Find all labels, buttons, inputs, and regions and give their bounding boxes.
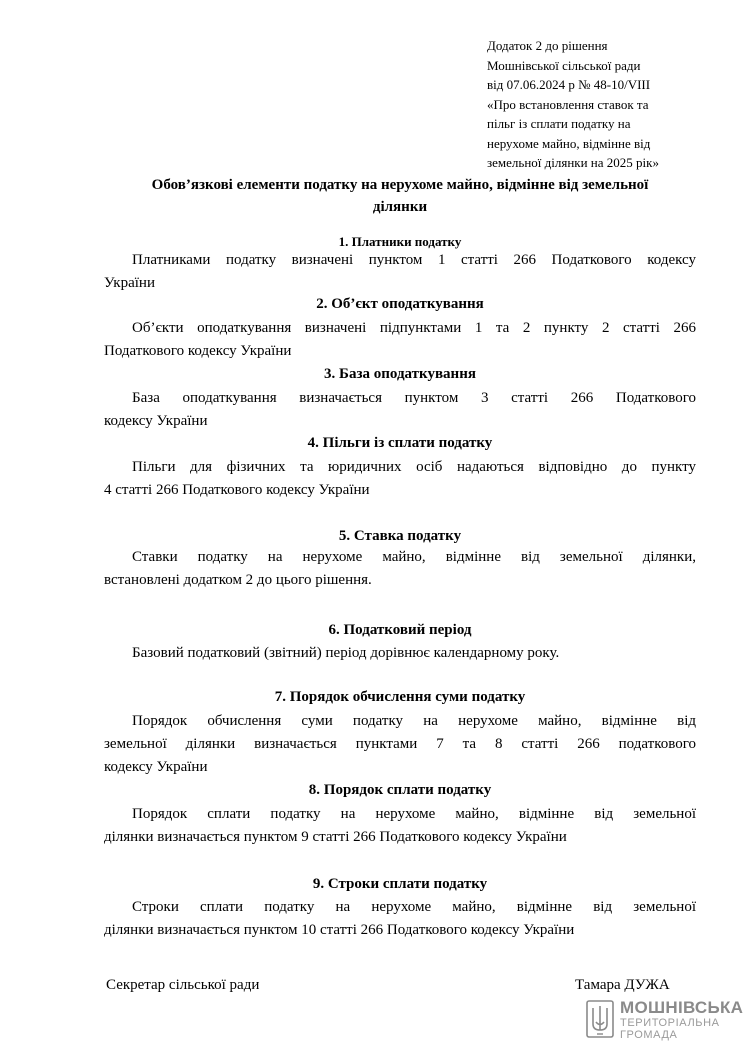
section-text [104, 387, 696, 433]
signature-name: Тамара ДУЖА [575, 977, 670, 993]
text-line: Базовий податковий (звітний) період дорівнює календарному року. [132, 645, 560, 661]
text-line: Строки сплати податку на нерухоме майно, відмінне від земельної [132, 899, 696, 915]
text-line: Платниками податку визначені пунктом 1 статті 266 Податкового кодексу [132, 252, 696, 268]
annex-line: нерухоме майно, відмінне від [487, 135, 651, 151]
section-heading: 9. Строки сплати податку [312, 876, 488, 892]
section-heading: 1. Платники податку [338, 234, 462, 249]
text-line: земельної ділянки визначається пунктами 7 та 8 статті 266 податкового [104, 736, 696, 752]
section-heading: 7. Порядок обчислення суми податку [274, 689, 526, 705]
section-text [104, 710, 696, 779]
text-line: 4 статті 266 Податкового кодексу України [104, 482, 370, 498]
signature-position: Секретар сільської ради [106, 977, 260, 993]
document-title-line: Обов’язкові елементи податку на нерухоме майно, відмінне від земельної [151, 177, 649, 193]
annex-line: від 07.06.2024 р № 48-10/VIII [487, 77, 651, 92]
section-text [104, 803, 696, 849]
annex-line: «Про встановлення ставок та [487, 96, 649, 112]
annex-block [487, 36, 727, 173]
text-line: ділянки визначається пунктом 10 статті 266 Податкового кодексу України [104, 922, 575, 938]
document-title [104, 174, 696, 218]
annex-line: пільг із сплати податку на [487, 116, 631, 131]
document-title-line: ділянки [372, 199, 428, 215]
text-line: Пільги для фізичних та юридичних осіб надаються відповідно до пункту [132, 459, 696, 475]
section-text [104, 456, 696, 502]
text-line: ділянки визначається пунктом 9 статті 266 Податкового кодексу України [104, 829, 567, 845]
text-line: Податкового кодексу України [104, 343, 292, 359]
text-line: Ставки податку на нерухоме майно, відмінне від земельної ділянки, [132, 549, 696, 565]
section-text [104, 896, 696, 942]
section-heading: 6. Податковий період [328, 622, 472, 638]
section-heading: 8. Порядок сплати податку [308, 782, 492, 798]
logo-title: МОШНІВСЬКА [620, 998, 744, 1017]
logo-subtitle: ТЕРИТОРІАЛЬНА [620, 1017, 720, 1029]
text-line: База оподаткування визначається пунктом 3 статті 266 Податкового [132, 390, 696, 406]
section-text [104, 317, 696, 363]
text-line: Об’єкти оподаткування визначені підпунктами 1 та 2 пункту 2 статті 266 [132, 320, 696, 336]
text-line: Порядок обчислення суми податку на нерухоме майно, відмінне від [132, 713, 696, 729]
section-heading: 2. Об’єкт оподаткування [316, 296, 484, 312]
text-line: Порядок сплати податку на нерухоме майно, відмінне від земельної [132, 806, 696, 822]
text-line: України [104, 275, 155, 291]
section-heading: 3. База оподаткування [324, 366, 476, 382]
trident-icon [586, 1000, 614, 1044]
text-line: встановлені додатком 2 до цього рішення. [104, 572, 372, 588]
community-logo [586, 998, 744, 1048]
text-line: кодексу України [104, 759, 208, 775]
section-text [104, 642, 696, 665]
section-heading: 4. Пільги із сплати податку [307, 435, 493, 451]
logo-subtitle: ГРОМАДА [620, 1029, 678, 1041]
annex-line: земельної ділянки на 2025 рік» [487, 155, 659, 170]
section-text [104, 546, 696, 592]
section-text [104, 249, 696, 295]
section-heading: 5. Ставка податку [338, 528, 462, 544]
annex-line: Мошнівської сільської ради [487, 57, 641, 73]
annex-line: Додаток 2 до рішення [487, 38, 608, 53]
text-line: кодексу України [104, 413, 208, 429]
